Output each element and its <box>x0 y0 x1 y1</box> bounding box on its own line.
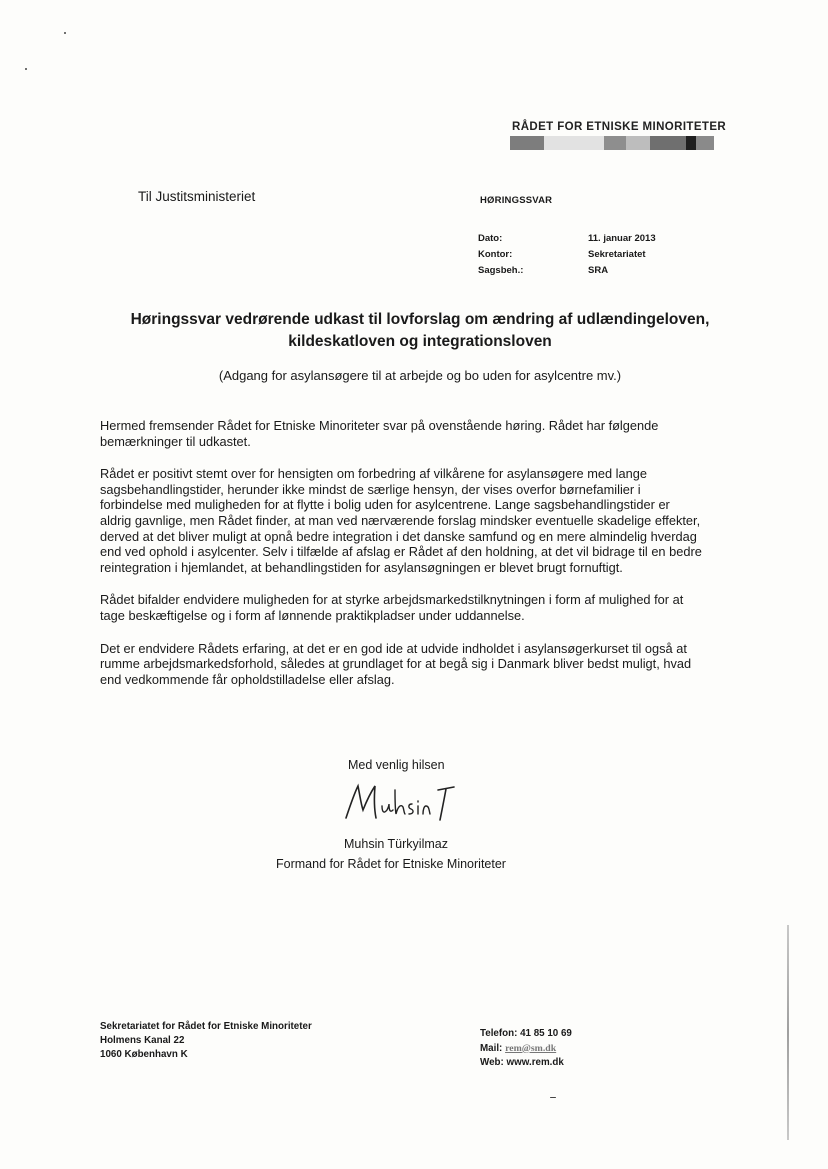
logo-block <box>604 136 626 150</box>
paragraph-4: Det er endvidere Rådets erfaring, at det er en god ide at udvide indholdet i asylansøgerkurset til også at rumme arbejdsmarkedsforhold, således at grundlaget for at begå sig i Danmark bliver bedst muligt, hvad end vedkommende får opholdstilladelse eller afslag. <box>100 640 692 687</box>
office-label: Kontor: <box>478 248 513 260</box>
footer-mail-label: Mail: <box>480 1042 503 1054</box>
case-handler-label: Sagsbeh.: <box>478 264 524 276</box>
recipient-line: Til Justitsministeriet <box>138 189 256 204</box>
scan-edge-mark <box>787 925 789 1140</box>
footer-city: 1060 København K <box>100 1049 188 1060</box>
organization-logo-title: RÅDET FOR ETNISKE MINORITETER <box>512 121 727 133</box>
logo-block <box>650 136 686 150</box>
document-subtitle: (Adgang for asylansøgere til at arbejde og bo uden for asylcentre mv.) <box>218 368 622 383</box>
footer-mail-link[interactable]: rem@sm.dk <box>505 1042 557 1054</box>
logo-block <box>544 136 604 150</box>
paragraph-3: Rådet bifalder endvidere muligheden for at styrke arbejdsmarkedstilknytningen i form af mulighed for at tage beskæftigelse og i form af lønnende praktikpladser under uddannelse. <box>100 592 684 623</box>
signer-role: Formand for Rådet for Etniske Minoriteter <box>276 857 506 871</box>
date-value: 11. januar 2013 <box>588 232 656 244</box>
case-handler-row <box>478 262 698 278</box>
organization-logo-bar <box>510 136 714 150</box>
document-type: HØRINGSSVAR <box>480 195 553 206</box>
letter-body <box>100 418 704 704</box>
logo-block <box>686 136 696 150</box>
date-label: Dato: <box>478 232 503 244</box>
footer-web[interactable]: Web: www.rem.dk <box>480 1057 564 1068</box>
footer-address <box>100 1020 312 1062</box>
paragraph-2: Rådet er positivt stemt over for hensigten om forbedring af vilkårene for asylansøgere med lange sagsbehandlingstider, herunder ikke mindst de særlige hensyn, der vises overfor børnefamilier i forbindelse med muligheden for at flytte i bolig uden for asylcentrene. Lange sagsbehandlingstider er aldrig gavnlige, men Rådet finder, at man ved nærværende forslag mindsker eventuelle skadelige effekter, derved at det bliver muligt at opnå bedre integration i det danske samfund og en mere almindelig hverdag end ved ophold i asylcenter. Selv i tilfælde af afslag er Rådet af den holdning, at det vil bidrage til en bedre reintegration i hjemlandet, at behandlingstiden for asylansøgningen er blevet brugt fornuftigt. <box>100 466 702 575</box>
signer-name: Muhsin Türkyilmaz <box>344 837 448 851</box>
date-row <box>478 230 698 246</box>
paragraph-1: Hermed fremsender Rådet for Etniske Minoriteter svar på ovenstående høring. Rådet har følgende bemærkninger til udkastet. <box>100 418 659 449</box>
office-row <box>478 246 698 262</box>
scan-speck <box>550 1097 556 1098</box>
logo-block <box>510 136 544 150</box>
footer-contact <box>480 1027 572 1071</box>
footer-mail-row <box>480 1042 572 1057</box>
document-metadata <box>478 230 698 278</box>
scan-speck <box>64 32 66 34</box>
case-handler-value: SRA <box>588 264 609 276</box>
closing-greeting: Med venlig hilsen <box>348 758 445 772</box>
footer-street: Holmens Kanal 22 <box>100 1035 185 1046</box>
footer-phone: Telefon: 41 85 10 69 <box>480 1028 572 1039</box>
footer-organization: Sekretariatet for Rådet for Etniske Minoriteter <box>100 1021 312 1032</box>
title-line-2: kildeskatloven og integrationsloven <box>288 333 552 350</box>
logo-block <box>626 136 650 150</box>
document-title <box>100 309 740 353</box>
office-value: Sekretariatet <box>588 248 646 260</box>
logo-block <box>696 136 714 150</box>
title-line-1: Høringssvar vedrørende udkast til lovforslag om ændring af udlændingeloven, <box>130 311 710 328</box>
handwritten-signature <box>338 780 458 824</box>
scan-speck <box>25 68 27 70</box>
